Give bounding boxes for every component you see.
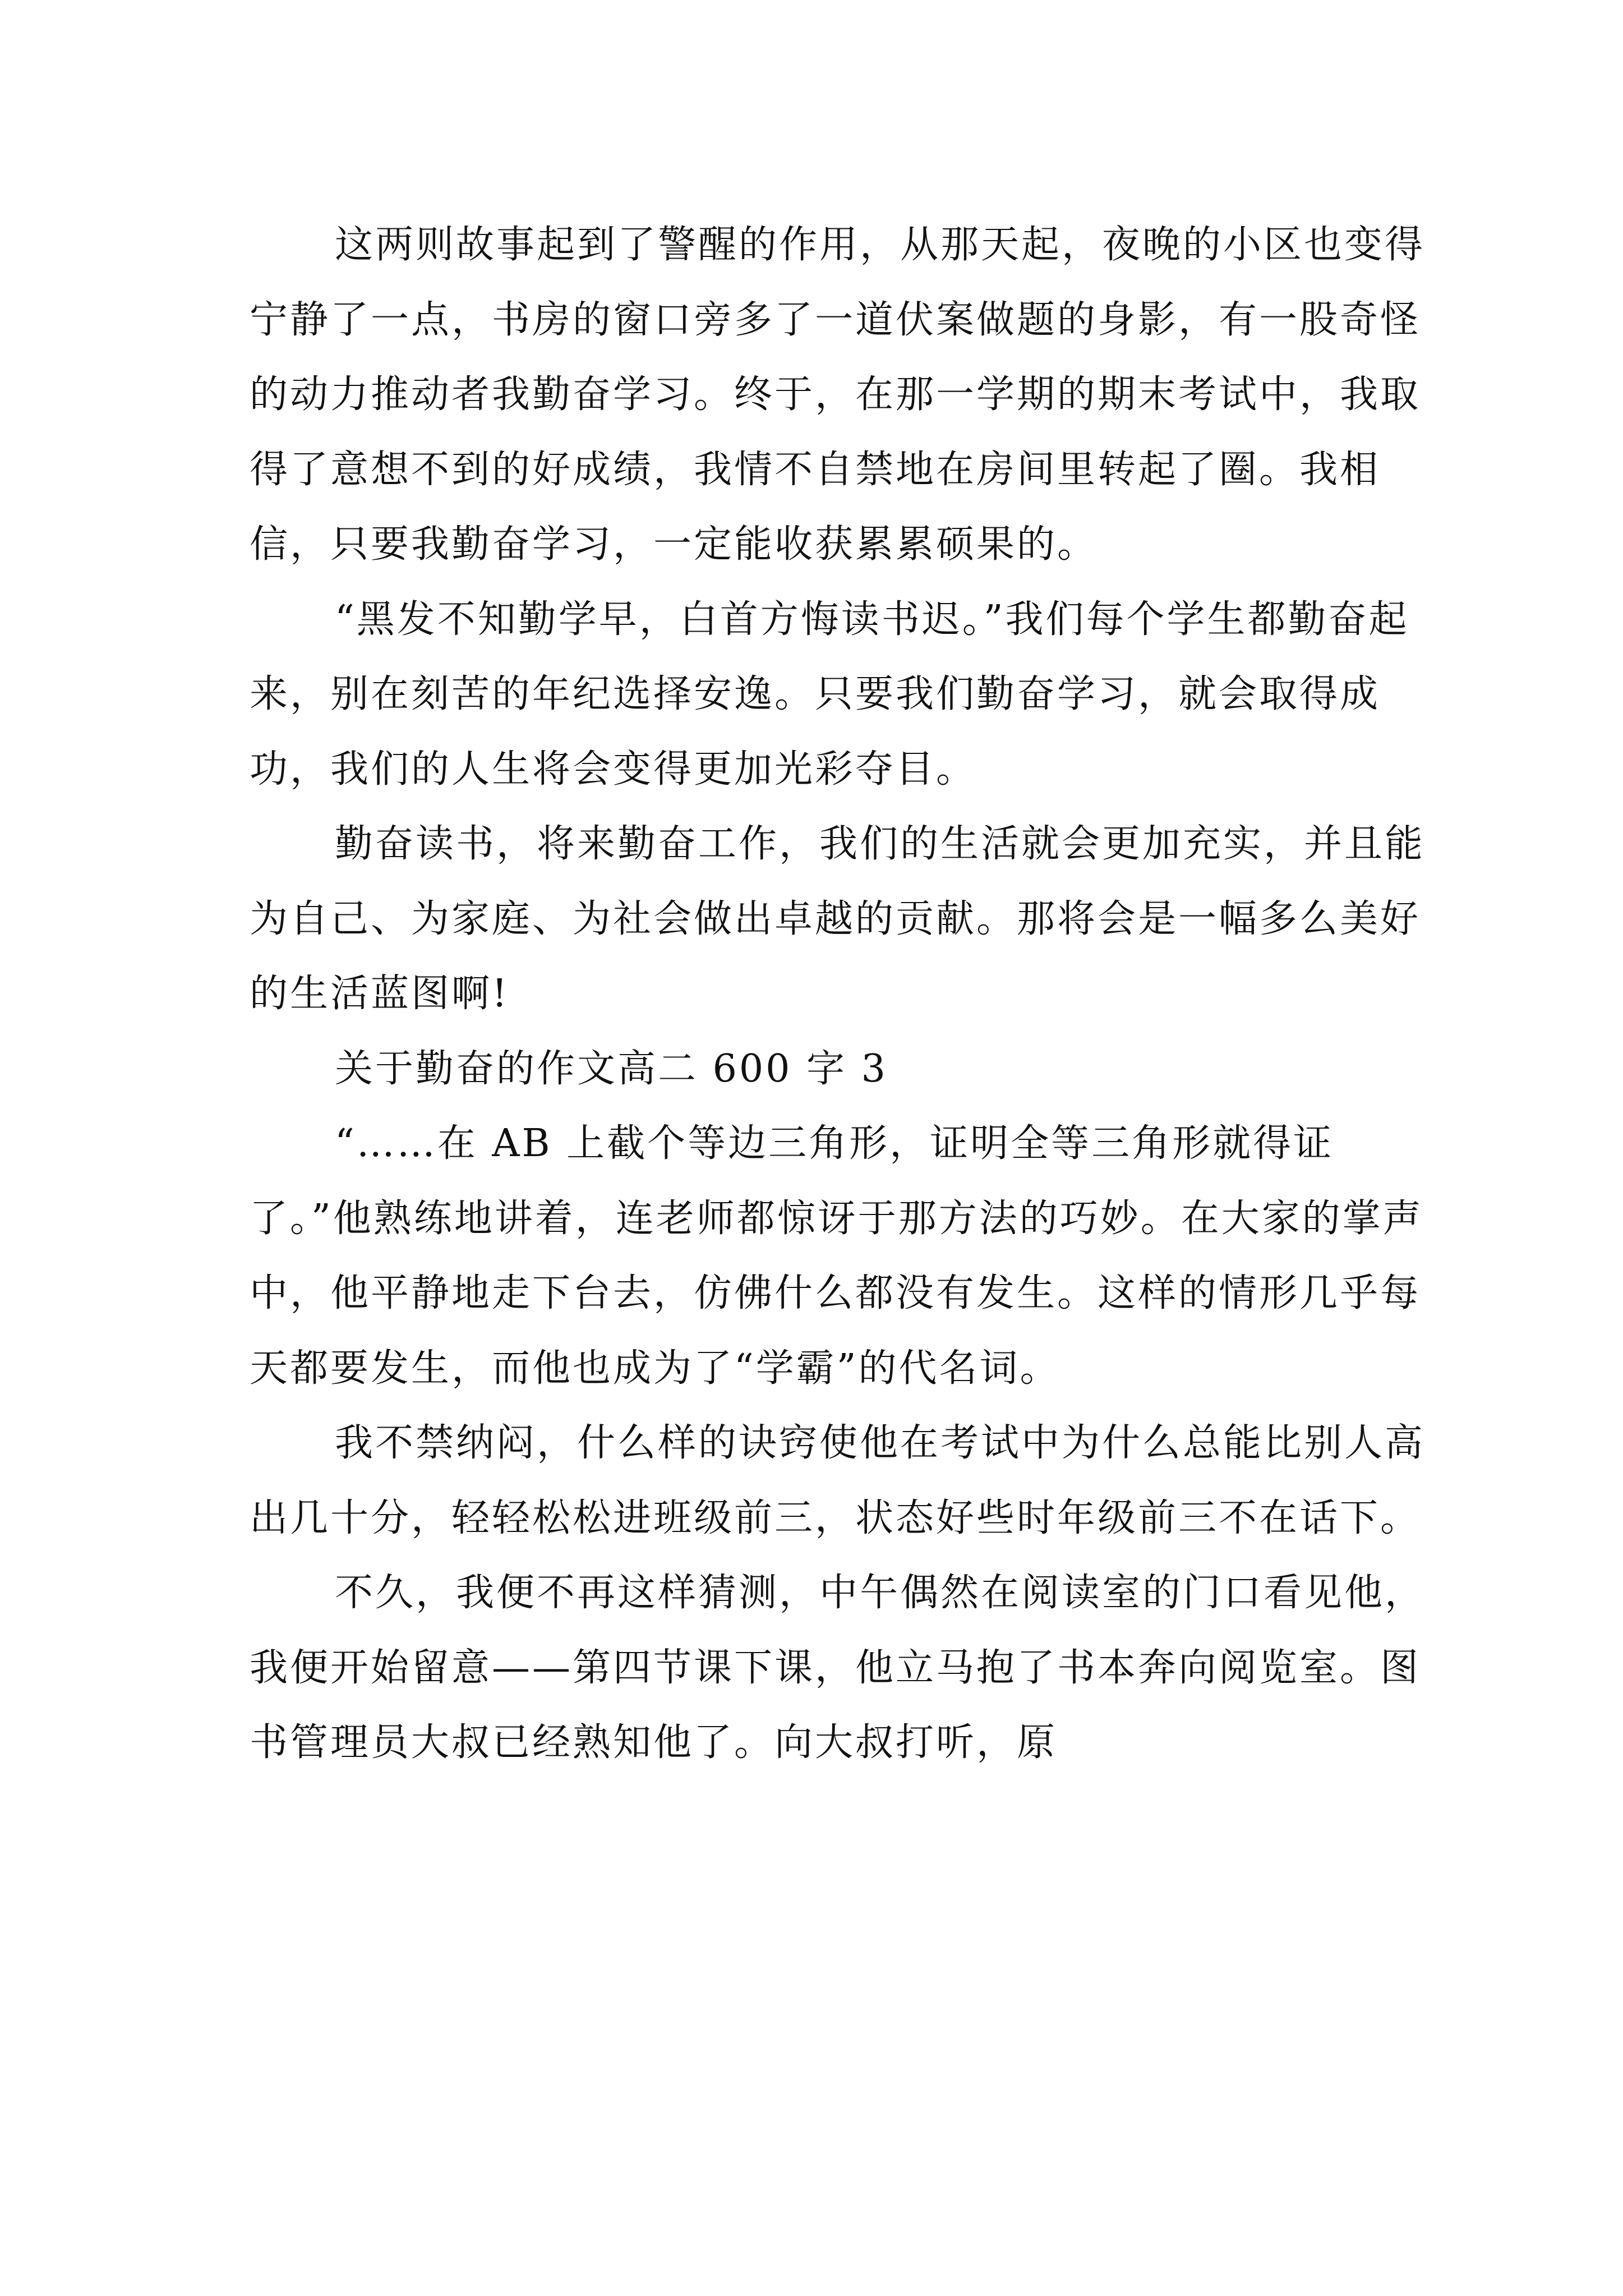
- document-body: [250, 208, 1427, 1780]
- paragraph-3: 勤奋读书，将来勤奋工作，我们的生活就会更加充实，并且能为自己、为家庭、为社会做出卓越的贡献。那将会是一幅多么美好的生活蓝图啊!: [250, 822, 1426, 1016]
- paragraph-2: “黑发不知勤学早，白首方悔读书迟。”我们每个学生都勤奋起来，别在刻苦的年纪选择安逸。只要我们勤奋学习，就会取得成功，我们的人生将会变得更加光彩夺目。: [250, 597, 1409, 792]
- paragraph-5: 我不禁纳闷，什么样的诀窍使他在考试中为什么总能比别人高出几十分，轻轻松松进班级前三，状态好些时年级前三不在话下。: [250, 1421, 1426, 1540]
- paragraph-1: 这两则故事起到了警醒的作用，从那天起，夜晚的小区也变得宁静了一点，书房的窗口旁多了一道伏案做题的身影，有一股奇怪的动力推动者我勤奋学习。终于，在那一学期的期末考试中，我取得了意想不到的好成绩，我情不自禁地在房间里转起了圈。我相信，只要我勤奋学习，一定能收获累累硕果的。: [250, 223, 1426, 567]
- paragraph-4: “……在 AB 上截个等边三角形，证明全等三角形就得证了。”他熟练地讲着，连老师都惊讶于那方法的巧妙。在大家的掌声中，他平静地走下台去，仿佛什么都没有发生。这样的情形几乎每天都要发生，而他也成为了“学霸”的代名词。: [250, 1121, 1423, 1391]
- paragraph-6: 不久，我便不再这样猜测，中午偶然在阅读室的门口看见他，我便开始留意——第四节课下课，他立马抱了书本奔向阅览室。图书管理员大叔已经熟知他了。向大叔打听，原: [250, 1571, 1426, 1765]
- section-heading: 关于勤奋的作文高二 600 字 3: [335, 1046, 888, 1091]
